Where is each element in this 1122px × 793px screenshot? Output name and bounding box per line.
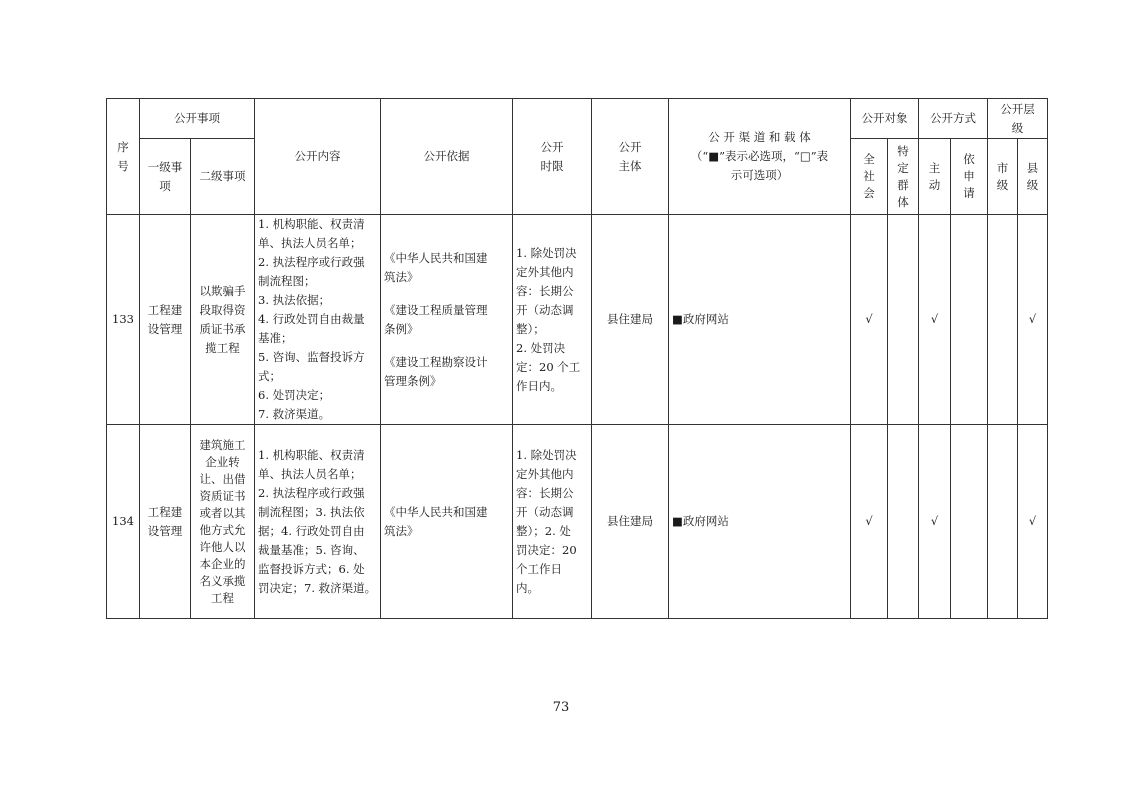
row-active-check: √ bbox=[919, 425, 951, 619]
row-time-limit: 1. 除处罚决 定外其他内 容：长期公 开（动态调 整）； 2. 处罚决 定：20 个工 作日内。 bbox=[513, 215, 592, 425]
row-channel: ■政府网站 bbox=[669, 425, 851, 619]
row-level2: 建筑施工 企业转 让、出借 资质证书 或者以其 他方式允 许他人以 本企业的 名义承揽 工程 bbox=[191, 425, 255, 619]
header-subject: 公开 主体 bbox=[592, 99, 669, 215]
row-seq: 133 bbox=[107, 215, 140, 425]
header-level1: 一级事 项 bbox=[140, 139, 191, 215]
row-active-check: √ bbox=[919, 215, 951, 425]
header-seq: 序 号 bbox=[107, 99, 140, 215]
header-time-limit: 公开 时限 bbox=[513, 99, 592, 215]
row-city-check bbox=[988, 425, 1018, 619]
row-county-check: √ bbox=[1018, 425, 1048, 619]
row-subject: 县住建局 bbox=[592, 215, 669, 425]
row-content: 1. 机构职能、权责清 单、执法人员名单； 2. 执法程序或行政强 制流程图；3. 执法依 据；4. 行政处罚自由 裁量基准；5. 咨询、 监督投诉方式；6. 处 罚决定；7. 救济渠道。 bbox=[255, 425, 381, 619]
row-subject: 县住建局 bbox=[592, 425, 669, 619]
disclosure-table bbox=[106, 98, 1048, 619]
header-basis: 公开依据 bbox=[381, 99, 513, 215]
row-specific-group-check bbox=[888, 425, 919, 619]
header-city: 市 级 bbox=[988, 139, 1018, 215]
row-all-society-check: √ bbox=[851, 215, 888, 425]
header-county: 县 级 bbox=[1018, 139, 1048, 215]
header-specific-group: 特 定 群 体 bbox=[888, 139, 919, 215]
header-row-1 bbox=[107, 99, 1048, 139]
row-level2: 以欺骗手 段取得资 质证书承 揽工程 bbox=[191, 215, 255, 425]
header-level2: 二级事项 bbox=[191, 139, 255, 215]
row-county-check: √ bbox=[1018, 215, 1048, 425]
row-seq: 134 bbox=[107, 425, 140, 619]
row-on-request-check bbox=[951, 215, 988, 425]
header-active: 主 动 bbox=[919, 139, 951, 215]
row-basis bbox=[381, 425, 513, 619]
row-basis-item: 《建设工程勘察设计 管理条例》 bbox=[384, 354, 488, 388]
row-level1: 工程建 设管理 bbox=[140, 425, 191, 619]
row-channel: ■政府网站 bbox=[669, 215, 851, 425]
header-all-society: 全 社 会 bbox=[851, 139, 888, 215]
row-all-society-check: √ bbox=[851, 425, 888, 619]
header-channel: 公 开 渠 道 和 载 体 （“■”表示必选项，“□”表 示可选项） bbox=[669, 99, 851, 215]
row-basis-item: 《建设工程质量管理 条例》 bbox=[384, 302, 488, 336]
table-row bbox=[107, 215, 1048, 425]
header-mode-group: 公开方式 bbox=[919, 99, 988, 139]
row-time-limit: 1. 除处罚决 定外其他内 容：长期公 开（动态调 整）；2. 处 罚决定：20 个工作日 内。 bbox=[513, 425, 592, 619]
row-city-check bbox=[988, 215, 1018, 425]
row-specific-group-check bbox=[888, 215, 919, 425]
row-content: 1. 机构职能、权责清 单、执法人员名单； 2. 执法程序或行政强 制流程图； 3. 执法依据； 4. 行政处罚自由裁量 基准； 5. 咨询、监督投诉方 式； 6. 处罚决定； 7. 救济渠道。 bbox=[255, 215, 381, 425]
header-content: 公开内容 bbox=[255, 99, 381, 215]
table-row bbox=[107, 425, 1048, 619]
row-basis bbox=[381, 215, 513, 425]
row-on-request-check bbox=[951, 425, 988, 619]
row-basis-item: 《中华人民共和国建 筑法》 bbox=[384, 504, 488, 538]
row-basis-item: 《中华人民共和国建 筑法》 bbox=[384, 250, 488, 284]
header-level-group: 公开层 级 bbox=[988, 99, 1048, 139]
row-level1: 工程建 设管理 bbox=[140, 215, 191, 425]
header-item-group: 公开事项 bbox=[140, 99, 255, 139]
page-number: 73 bbox=[552, 700, 570, 715]
header-on-request: 依 申 请 bbox=[951, 139, 988, 215]
header-object-group: 公开对象 bbox=[851, 99, 919, 139]
